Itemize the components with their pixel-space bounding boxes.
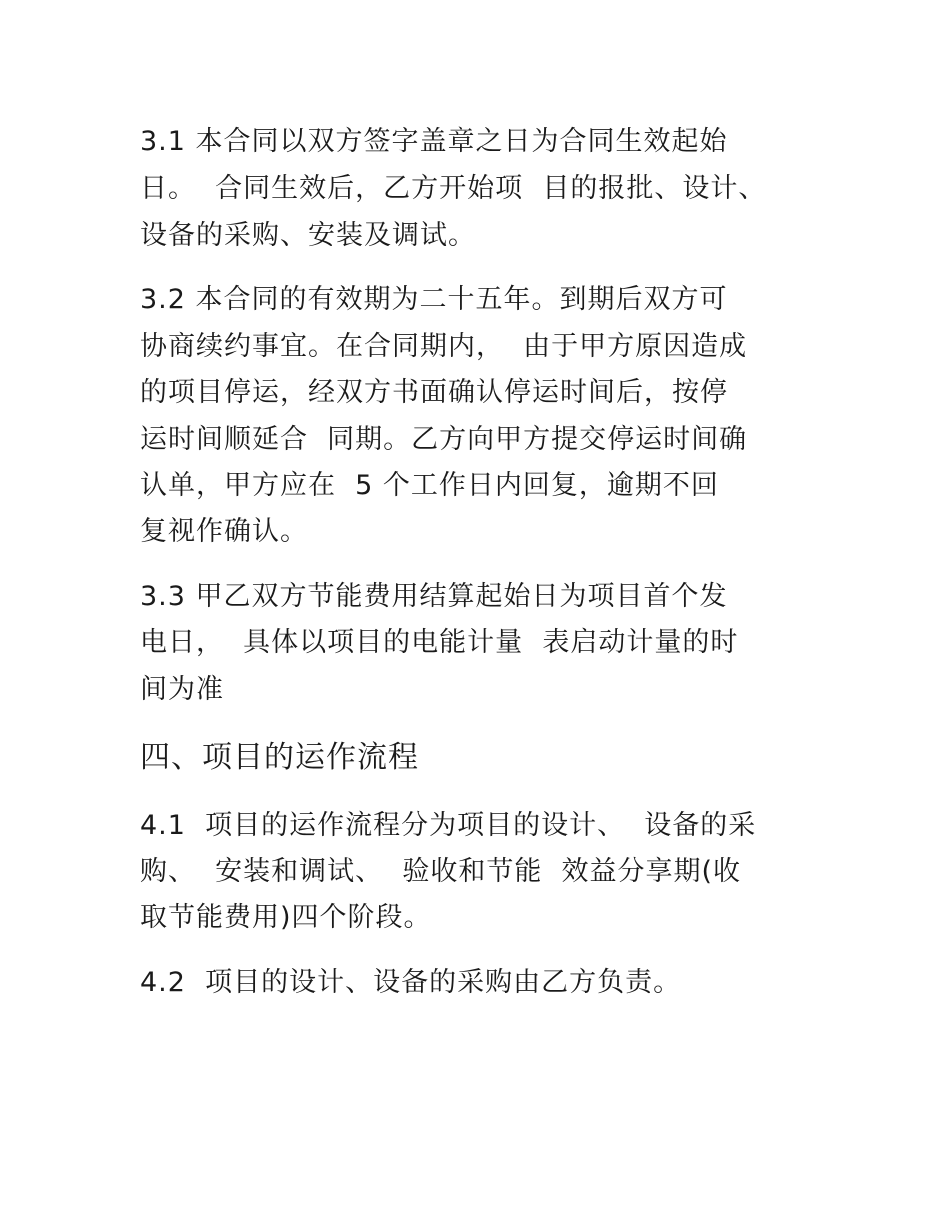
clause-3-2-line-2: 协商续约事宜。在合同期内， 由于甲方原因造成 <box>140 331 748 362</box>
clause-3-2-line-6: 复视作确认。 <box>140 516 308 547</box>
clause-3-3-line-3: 间为准 <box>140 674 224 705</box>
clause-3-1-line-1: 3.1 本合同以双方签字盖章之日为合同生效起始 <box>140 126 728 157</box>
clause-4-1-line-2: 购、 安装和调试、 验收和节能 效益分享期(收 <box>140 856 742 887</box>
clause-3-1-line-3: 设备的采购、安装及调试。 <box>140 220 476 251</box>
clause-4-2-line-1: 4.2 项目的设计、设备的采购由乙方负责。 <box>140 967 682 998</box>
clause-4-1-line-1: 4.1 项目的运作流程分为项目的设计、 设备的采 <box>140 810 757 841</box>
clause-3-2-line-5: 认单，甲方应在 5 个工作日内回复，逾期不回 <box>140 470 719 501</box>
clause-3-3-line-2: 电日， 具体以项目的电能计量 表启动计量的时 <box>140 627 739 658</box>
clause-3-2-line-1: 3.2 本合同的有效期为二十五年。到期后双方可 <box>140 284 728 315</box>
clause-3-2-line-4: 运时间顺延合 同期。乙方向甲方提交停运时间确 <box>140 424 748 455</box>
section-4-heading: 四、项目的运作流程 <box>140 740 419 775</box>
clause-4-1-line-3: 取节能费用)四个阶段。 <box>140 902 432 933</box>
clause-3-3-line-1: 3.3 甲乙双方节能费用结算起始日为项目首个发 <box>140 581 728 612</box>
clause-3-2-line-3: 的项目停运，经双方书面确认停运时间后，按停 <box>140 377 728 408</box>
clause-3-1-line-2: 日。 合同生效后，乙方开始项 目的报批、设计、 <box>140 173 767 204</box>
